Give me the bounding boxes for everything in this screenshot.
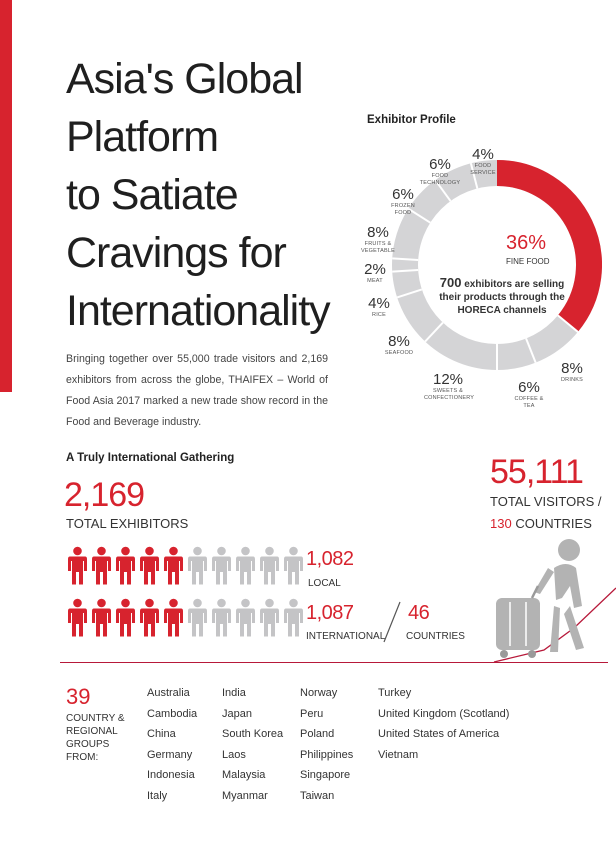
total-visitors-number: 55,111 [490, 453, 583, 491]
segment-label-coffee-tea: 6% COFFEE & TEA [514, 379, 544, 409]
person-icon-red [90, 546, 113, 586]
segment-label-meat: 2% MEAT [364, 261, 386, 284]
horeca-text: exhibitors are selling their products through the HORECA channels [439, 279, 565, 316]
country-item: Turkey [378, 687, 412, 699]
country-item: Indonesia [147, 769, 195, 782]
gathering-heading: A Truly International Gathering [66, 452, 235, 464]
section-divider [60, 662, 608, 663]
intro-paragraph: Bringing together over 55,000 trade visitors and 2,169 exhibitors from across the globe, THAIFEX – World of Food Asia 2017 marked a new trade show record in the Food and Beverage industry. [66, 353, 328, 428]
person-icon-red [162, 546, 185, 586]
horeca-count: 700 [439, 275, 462, 290]
person-icon-grey [282, 546, 305, 586]
exhibitor-countries-number: 46 [408, 602, 430, 624]
segment-label-fruits-vegetable: 8% FRUITS & VEGETABLE [360, 224, 396, 254]
total-exhibitors-number: 2,169 [64, 476, 145, 514]
country-item: Germany [147, 748, 193, 761]
person-icon-grey [258, 598, 281, 638]
country-item: Myanmar [222, 789, 268, 802]
title-line: Platform [66, 113, 219, 161]
country-item: Malaysia [222, 769, 266, 782]
title-line: to Satiate [66, 171, 238, 219]
country-item: United States of America [378, 728, 500, 741]
country-column [147, 683, 197, 807]
country-item: Japan [222, 707, 252, 720]
person-icon-grey [234, 546, 257, 586]
title-line: Internationality [66, 287, 330, 335]
country-item: India [222, 687, 246, 699]
country-column [378, 683, 509, 765]
person-icon-grey [186, 546, 209, 586]
country-item: Singapore [300, 769, 351, 782]
country-column [300, 683, 353, 807]
segment-label-food-technology: 6% FOOD TECHNOLOGY [419, 156, 461, 186]
person-icon-grey [210, 546, 233, 586]
visitor-countries-label: COUNTRIES [515, 516, 592, 531]
local-label: LOCAL [308, 578, 341, 589]
international-people-row [66, 598, 305, 638]
exhibitor-profile-heading: Exhibitor Profile [367, 114, 456, 126]
segment-label-seafood: 8% SEAFOOD [384, 333, 414, 356]
country-item: Vietnam [378, 748, 419, 761]
person-icon-red [66, 598, 89, 638]
exhibitor-donut-chart [392, 160, 602, 370]
country-item: South Korea [222, 728, 284, 741]
groups-number: 39 [66, 684, 91, 709]
person-icon-red [90, 598, 113, 638]
center-label: FINE FOOD [506, 257, 550, 266]
segment-label-drinks: 8% DRINKS [561, 360, 583, 383]
total-exhibitors-label: TOTAL EXHIBITORS [66, 516, 189, 531]
red-accent-bar [0, 0, 12, 392]
person-icon-red [162, 598, 185, 638]
person-icon-grey [282, 598, 305, 638]
groups-label: COUNTRY & REGIONAL GROUPS FROM: [66, 713, 125, 763]
total-visitors-label: TOTAL VISITORS / [490, 494, 602, 509]
title-line: Asia's Global [66, 55, 303, 103]
slash-divider [380, 600, 404, 644]
title-line: Cravings for [66, 229, 286, 277]
horeca-note [432, 276, 572, 317]
visitor-countries-number: 130 [490, 516, 512, 531]
country-item: China [147, 728, 176, 741]
country-item: Philippines [300, 748, 354, 761]
person-icon-grey [258, 546, 281, 586]
country-item: Poland [300, 728, 335, 741]
country-item: United Kingdom (Scotland) [378, 707, 510, 720]
country-item: Australia [147, 687, 190, 699]
traveller-illustration [474, 528, 616, 664]
exhibitor-countries-label: COUNTRIES [406, 631, 465, 642]
international-label: INTERNATIONAL [306, 631, 386, 642]
center-percent: 36% [506, 232, 547, 254]
country-item: Norway [300, 687, 338, 699]
local-people-row [66, 546, 305, 586]
person-icon-grey [210, 598, 233, 638]
person-icon-red [114, 598, 137, 638]
segment-label-sweets-confectionery: 12% SWEETS & CONFECTIONERY [424, 371, 475, 401]
country-item: Laos [222, 748, 246, 761]
local-number: 1,082 [306, 548, 354, 570]
country-item: Peru [300, 707, 324, 720]
person-icon-red [138, 598, 161, 638]
international-number: 1,087 [306, 602, 354, 624]
country-item: Italy [147, 789, 168, 802]
person-icon-grey [186, 598, 209, 638]
page-title [66, 50, 366, 340]
person-icon-red [114, 546, 137, 586]
country-item: Cambodia [147, 707, 198, 720]
segment-label-frozen-food: 6% FROZEN FOOD [391, 186, 415, 216]
person-icon-red [66, 546, 89, 586]
country-column [222, 683, 283, 807]
segment-label-food-service: 4% FOOD SERVICE [470, 146, 496, 176]
segment-label-rice: 4% RICE [368, 295, 390, 318]
person-icon-grey [234, 598, 257, 638]
person-icon-red [138, 546, 161, 586]
country-item: Taiwan [300, 789, 335, 802]
